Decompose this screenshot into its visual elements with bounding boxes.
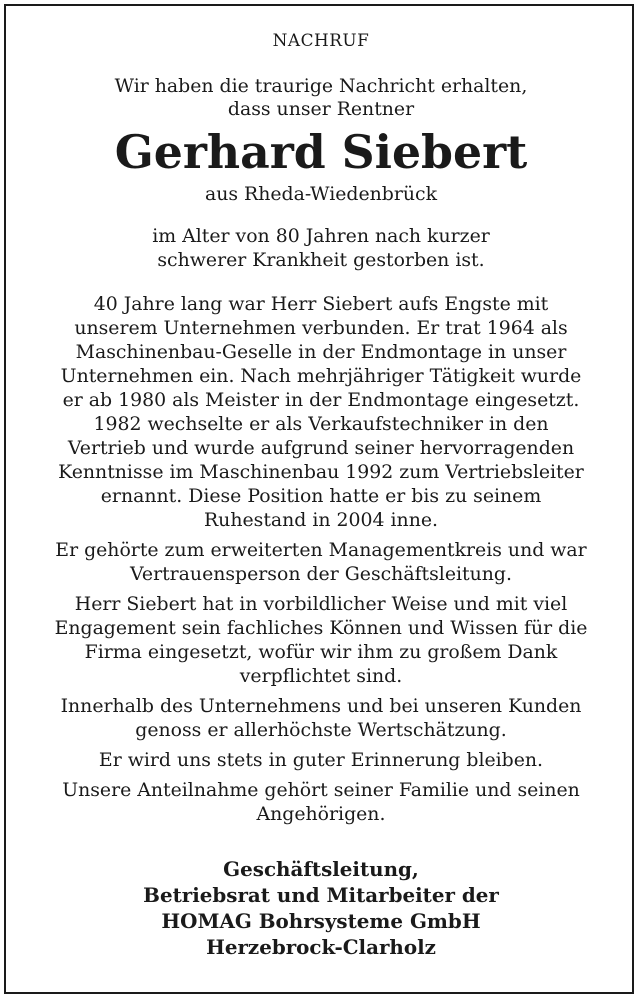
age-text [14, 224, 628, 272]
age-line: schwerer Krankheit gestorben ist. [157, 249, 485, 271]
paragraph-line: genoss er allerhöchste Wertschätzung. [135, 719, 507, 741]
paragraph-line: er ab 1980 als Meister in der Endmontage eingesetzt. [62, 389, 580, 411]
paragraph-line: Ruhestand in 2004 inne. [203, 509, 438, 531]
paragraph-line: unserem Unternehmen verbunden. Er trat 1964 als [74, 317, 568, 339]
paragraph-engagement [14, 592, 628, 688]
paragraph-line: Innerhalb des Unternehmens und bei unseren Kunden [60, 695, 582, 717]
paragraph-line: Vertrieb und wurde aufgrund seiner hervorragenden [67, 437, 575, 459]
paragraph-line: Kenntnisse im Maschinenbau 1992 zum Vertriebsleiter [58, 461, 584, 483]
intro-text [14, 75, 628, 121]
paragraph-career [14, 292, 628, 532]
intro-line: Wir haben die traurige Nachricht erhalten, [114, 75, 528, 97]
paragraph-line: ernannt. Diese Position hatte er bis zu seinem [100, 485, 542, 507]
deceased-name: Gerhard Siebert [114, 125, 528, 179]
notice-heading: NACHRUF [272, 30, 370, 50]
signature-block [14, 856, 628, 960]
signature-line: Herzebrock-Clarholz [206, 935, 436, 959]
signature-line: Geschäftsleitung, [223, 857, 419, 881]
paragraph-line: Maschinenbau-Geselle in der Endmontage in unser [75, 341, 567, 363]
paragraph-condolence [14, 778, 628, 826]
paragraph-line: Vertrauensperson der Geschäftsleitung. [130, 563, 512, 585]
paragraph-line: Herr Siebert hat in vorbildlicher Weise und mit viel [74, 593, 568, 615]
paragraph-memory [14, 748, 628, 772]
paragraph-line: Engagement sein fachliches Können und Wissen für die [54, 617, 588, 639]
paragraph-esteem [14, 694, 628, 742]
obituary-notice [14, 18, 628, 960]
body-text [14, 292, 628, 826]
intro-line: dass unser Rentner [227, 98, 415, 120]
paragraph-line: Er wird uns stets in guter Erinnerung bleiben. [98, 749, 544, 771]
age-line: im Alter von 80 Jahren nach kurzer [152, 225, 490, 247]
paragraph-line: 40 Jahre lang war Herr Siebert aufs Engste mit [93, 293, 549, 315]
paragraph-line: 1982 wechselte er als Verkaufstechniker in den [93, 413, 549, 435]
paragraph-line: Unternehmen ein. Nach mehrjähriger Tätigkeit wurde [60, 365, 582, 387]
paragraph-management [14, 538, 628, 586]
signature-line: Betriebsrat und Mitarbeiter der [143, 883, 499, 907]
paragraph-line: Firma eingesetzt, wofür wir ihm zu großem Dank [84, 641, 558, 663]
paragraph-line: verpflichtet sind. [239, 665, 403, 687]
paragraph-line: Angehörigen. [256, 803, 386, 825]
paragraph-line: Er gehörte zum erweiterten Managementkreis und war [55, 539, 587, 561]
signature-line: HOMAG Bohrsysteme GmbH [161, 909, 481, 933]
deceased-origin: aus Rheda-Wiedenbrück [204, 183, 438, 205]
paragraph-line: Unsere Anteilnahme gehört seiner Familie und seinen [62, 779, 580, 801]
